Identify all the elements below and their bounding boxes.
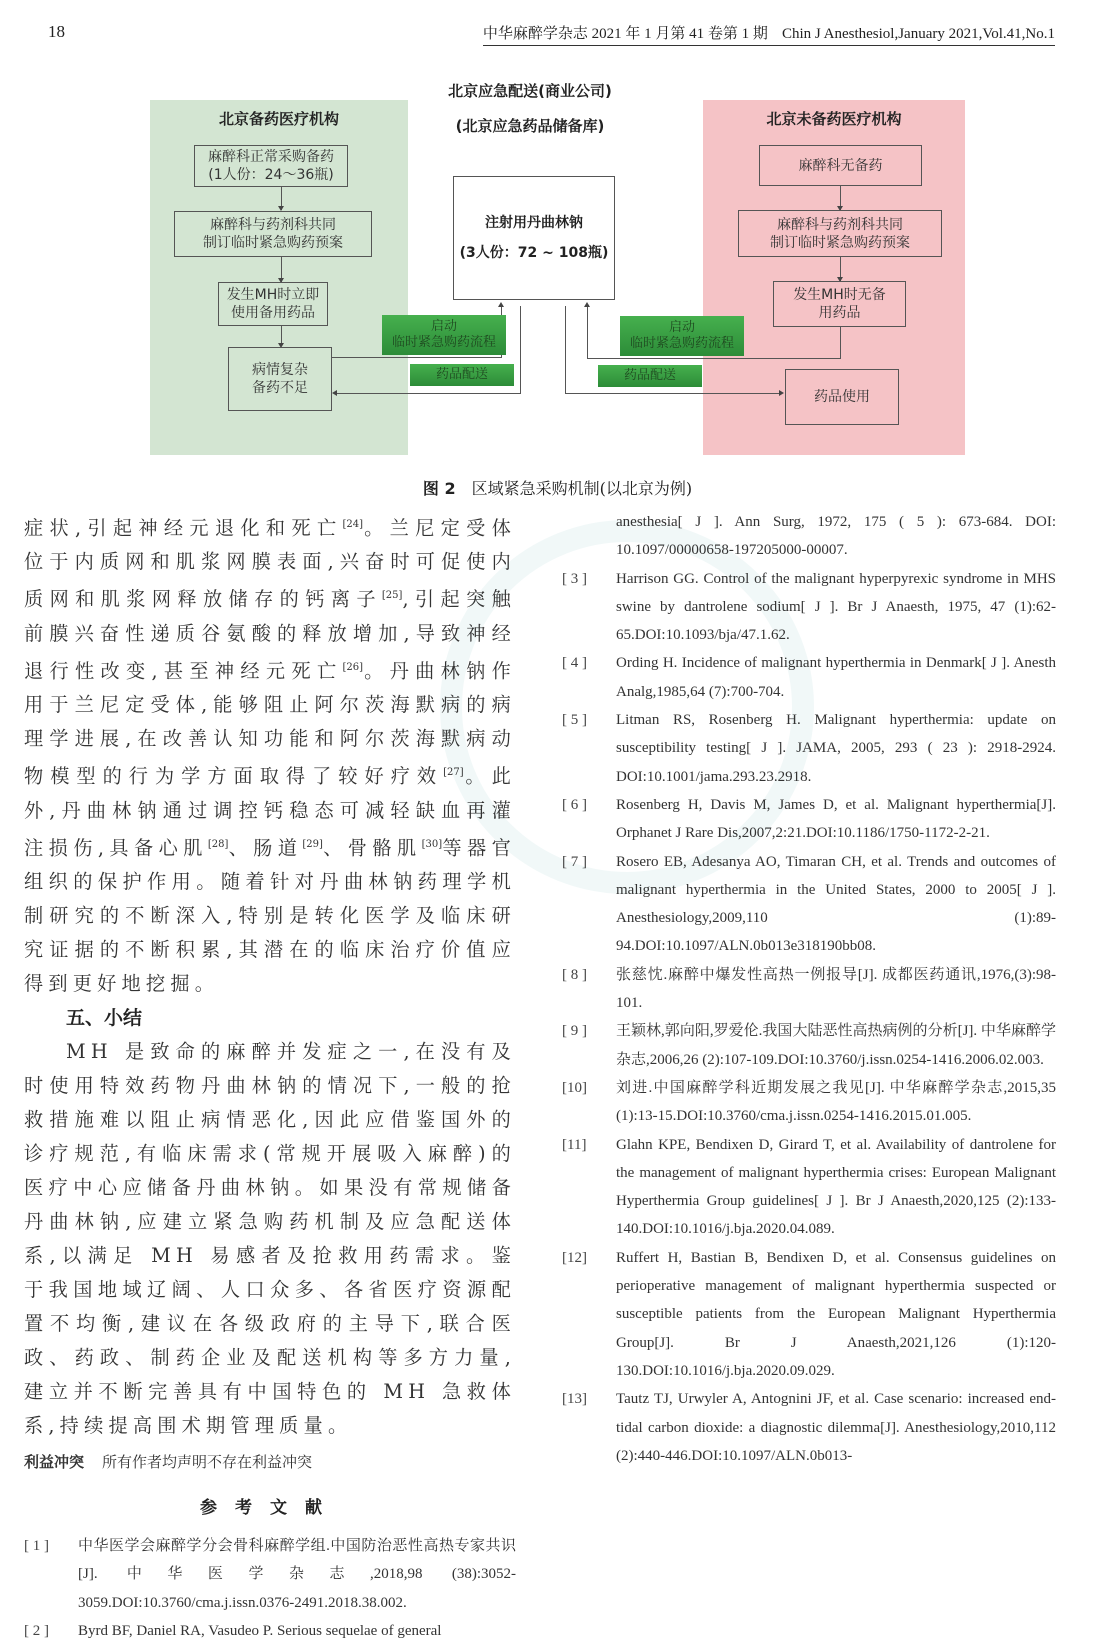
left-box3-line2: 使用备用药品 <box>231 305 315 321</box>
reference-number: [ 3 ] <box>562 570 587 587</box>
reference-text: Byrd BF, Daniel RA, Vasudeo P. Serious sequelae of general <box>78 1622 442 1639</box>
citation: [26] <box>342 661 363 673</box>
reference-item <box>562 1244 1056 1385</box>
connector <box>332 357 502 358</box>
citation: [28] <box>207 838 229 850</box>
reference-text: Ruffert H, Bastian B, Bendixen D, et al. Consensus guidelines on perioperative management of malignant hyperthermia suspected or susceptible patients from the European Malignant Hyperthermia Group[J]. Br J Anaesth,2021,126 (1):120-130.DOI:10.1016/j.bja.2020.09.029. <box>616 1249 1056 1379</box>
citation: [29] <box>302 838 323 850</box>
reference-item <box>24 1617 516 1645</box>
reference-item <box>562 1131 1056 1244</box>
connector <box>587 358 841 359</box>
left-box4-line2: 备药不足 <box>252 380 308 396</box>
left-box2-line2: 制订临时紧急购药预案 <box>203 235 343 251</box>
reference-text: Tautz TJ, Urwyler A, Antognini JF, et al. Case scenario: increased end-tidal carbon dioxide: a diagnostic dilemma[J]. Anesthesiology,2010,112 (2):440-446.DOI:10.1097/ALN.0b013- <box>616 1391 1056 1464</box>
start-label-line2: 临时紧急购药流程 <box>391 335 496 350</box>
reference-number: [ 4 ] <box>562 655 587 672</box>
left-panel-title: 北京备药医疗机构 <box>218 110 339 128</box>
reference-item <box>562 565 1056 650</box>
center-dantrolene-box <box>453 176 615 300</box>
running-header <box>483 22 1055 46</box>
right-panel-title: 北京未备药医疗机构 <box>766 110 902 128</box>
reference-text: 张慈忱.麻醉中爆发性高热一例报导[J]. 成都医药通讯,1976,(3):98-101. <box>616 966 1056 1012</box>
left-box-use-stock <box>218 282 328 326</box>
reference-number: [ 6 ] <box>562 796 587 813</box>
arrow-left-icon <box>332 390 337 396</box>
right-column <box>562 508 1056 1470</box>
body-paragraph-1: 症状,引起神经元退化和死亡[24]。兰尼定受体位于内质网和肌浆网膜表面,兴奋时可促使内质网和肌浆网释放储存的钙离子[25],引起突触前膜兴奋性递质谷氨酸的释放增加,导致神经退行性改变,甚至神经元死亡[26]。丹曲林钠作用于兰尼定受体,能够阻止阿尔茨海默病的病理学进展,在改善认知功能和阿尔茨海默病动物模型的行为学方面取得了较好疗效[27]。此外,丹曲林钠通过调控钙稳态可减轻缺血再灌注损伤,具备心肌[28]、肠道[29]、骨骼肌[30]等器官组织的保护作用。随着针对丹曲林钠药理学机制研究的不断深入,特别是转化医学及临床研究证据的不断积累,其潜在的临床治疗价值应得到更好地挖掘。 <box>24 516 516 995</box>
start-label-line1: 启动 <box>430 319 457 334</box>
center-title-line2: (北京应急药品储备库) <box>455 117 605 135</box>
reference-number: [13] <box>562 1391 587 1408</box>
reference-item <box>562 1074 1056 1131</box>
figure-2-flowchart <box>0 70 1115 470</box>
right-box4-text: 药品使用 <box>814 389 870 405</box>
coi-text: 所有作者均声明不存在利益冲突 <box>102 1452 313 1471</box>
reference-text: Ording H. Incidence of malignant hyperthermia in Denmark[ J ]. Anesth Analg,1985,64 (7):700-704. <box>616 655 1056 700</box>
body-paragraph-2: MH 是致命的麻醉并发症之一,在没有及时使用特效药物丹曲林钠的情况下,一般的抢救措施难以阻止病情恶化,因此应借鉴国外的诊疗规范,有临床需求(常规开展吸入麻醉)的医疗中心应储备丹曲林钠。如果没有常规储备丹曲林钠,应建立紧急购药机制及应急配送体系,以满足 MH 易感者及抢救用药需求。鉴于我国地域辽阔、人口众多、各省医疗资源配置不均衡,建议在各级政府的主导下,联合医政、药政、制药企业及配送机构等多方力量,建立并不断完善具有中国特色的 MH 急救体系,持续提高围术期管理质量。 <box>24 1039 516 1437</box>
reference-continuation: anesthesia[ J ]. Ann Surg, 1972, 175 ( 5 ): 673-684. DOI: 10.1097/00000658-197205000-00007. <box>616 514 1056 559</box>
arrow-up-icon <box>498 302 504 307</box>
figure-caption <box>0 476 1115 499</box>
reference-item <box>562 1385 1056 1470</box>
citation: [25] <box>381 590 403 602</box>
right-box3-line2: 用药品 <box>818 305 861 321</box>
left-box-plan <box>174 211 372 257</box>
reference-number: [ 1 ] <box>24 1537 49 1554</box>
journal-name-en: Chin J Anesthesiol,January 2021,Vol.41,No.1 <box>781 26 1055 42</box>
arrow-right-icon <box>779 390 784 396</box>
left-box1-line1: 麻醉科正常采购备药 <box>208 149 334 165</box>
reference-item <box>24 1532 516 1617</box>
reference-number: [ 7 ] <box>562 853 587 870</box>
left-box-normal-purchase <box>194 145 348 187</box>
right-box2-line1: 麻醉科与药剂科共同 <box>777 216 903 233</box>
reference-text: 中华医学会麻醉学分会骨科麻醉学组.中国防治恶性高热专家共识[J]. 中华医学杂志,2018,98 (38):3052-3059.DOI:10.3760/cma.j.issn.0376-2491.2018.38.002. <box>78 1537 516 1611</box>
reference-text: Litman RS, Rosenberg H. Malignant hyperthermia: update on susceptibility testing[ J ]. JAMA, 2005, 293 ( 23 ): 2918-2924. DOI:10.1001/jama.293.23.2918. <box>616 712 1056 785</box>
section-heading-summary: 五、小结 <box>66 1006 143 1029</box>
reference-item <box>562 706 1056 791</box>
left-column <box>24 508 516 1645</box>
reference-text: Harrison GG. Control of the malignant hyperpyrexic syndrome in MHS swine by dantrolene sodium[ J ]. Br J Anaesth, 1975, 47 (1):62-65.DOI:10.1093/bja/47.1.62. <box>616 570 1056 644</box>
reference-item <box>562 791 1056 848</box>
delivery-label-text: 药品配送 <box>623 368 676 383</box>
reference-number: [ 2 ] <box>24 1622 49 1639</box>
reference-text: 刘进.中国麻醉学科近期发展之我见[J]. 中华麻醉学杂志,2015,35 (1):13-15.DOI:10.3760/cma.j.issn.0254-1416.2015.01.005. <box>616 1079 1056 1125</box>
center-box-line2: (3人份：72 ~ 108瓶) <box>459 245 609 261</box>
figure-caption-text: 区域紧急采购机制(以北京为例) <box>471 479 693 498</box>
reference-text: 王颖林,郭向阳,罗爱伦.我国大陆恶性高热病例的分析[J]. 中华麻醉学杂志,2006,26 (2):107-109.DOI:10.3760/j.issn.0254-1416.2006.02.003. <box>616 1023 1056 1068</box>
conflict-of-interest <box>24 1447 516 1477</box>
left-box3-line1: 发生MH时立即 <box>226 287 320 303</box>
right-box-no-stock <box>759 145 922 186</box>
reference-text: Glahn KPE, Bendixen D, Girard T, et al. Availability of dantrolene for the management of malignant hyperthermia crises: European Malignant Hyperthermia Group guidelines[ J ]. Br J Anaesth,2020,125 (2):133-140.DOI:10.1016/j.bja.2020.04.089. <box>616 1136 1056 1238</box>
center-box-line1: 注射用丹曲林钠 <box>485 215 583 231</box>
right-box3-line1: 发生MH时无备 <box>793 287 886 303</box>
connector <box>565 306 566 394</box>
citation: [27] <box>443 767 464 779</box>
reference-text: Rosenberg H, Davis M, James D, et al. Malignant hyperthermia[J]. Orphanet J Rare Dis,2007,2:21.DOI:10.1186/1750-1172-2-21. <box>616 796 1056 842</box>
reference-number: [11] <box>562 1136 587 1153</box>
arrow-up-icon <box>584 302 590 307</box>
left-start-emergency-label <box>382 315 506 355</box>
citation: [30] <box>421 838 443 850</box>
left-box1-line2: (1人份：24～36瓶) <box>208 167 334 183</box>
left-box2-line1: 麻醉科与药剂科共同 <box>210 217 336 233</box>
delivery-label-text: 药品配送 <box>435 367 488 382</box>
start-label-line1: 启动 <box>668 320 695 335</box>
reference-text: Rosero EB, Adesanya AO, Timaran CH, et al. Trends and outcomes of malignant hyperthermia in the United States, 2000 to 2005[ J ]. Anesthesiology,2009,110 (1):89-94.DOI:10.1097/ALN.0b013e318190bb08. <box>616 853 1056 955</box>
coi-label: 利益冲突 <box>24 1452 85 1471</box>
reference-item <box>562 961 1056 1018</box>
right-start-emergency-label <box>620 316 744 356</box>
connector <box>565 393 779 394</box>
connector <box>587 306 588 359</box>
journal-name-cn: 中华麻醉学杂志 2021 年 1 月第 41 卷第 1 期 <box>482 26 768 42</box>
right-box-no-drug <box>773 281 906 327</box>
figure-caption-label: 图 2 <box>422 479 456 498</box>
left-box-insufficient <box>228 347 332 411</box>
right-box2-line2: 制订临时紧急购药预案 <box>770 234 910 251</box>
right-delivery-label <box>598 365 702 387</box>
page-number: 18 <box>48 22 65 41</box>
center-title-line1: 北京应急配送(商业公司) <box>448 82 612 100</box>
connector <box>520 306 521 393</box>
right-box1-text: 麻醉科无备药 <box>798 157 883 174</box>
connector <box>840 327 841 359</box>
reference-item <box>562 1017 1056 1074</box>
connector <box>337 393 521 394</box>
references-heading: 参考文献 <box>200 1497 340 1518</box>
start-label-line2: 临时紧急购药流程 <box>629 336 734 351</box>
reference-number: [ 8 ] <box>562 966 587 983</box>
reference-number: [12] <box>562 1249 587 1266</box>
reference-item <box>562 649 1056 706</box>
right-box-plan <box>738 210 942 257</box>
left-delivery-label <box>410 364 514 386</box>
right-box-drug-use <box>785 369 899 425</box>
reference-number: [10] <box>562 1079 587 1096</box>
reference-number: [ 9 ] <box>562 1023 587 1040</box>
reference-item <box>562 848 1056 961</box>
reference-number: [ 5 ] <box>562 712 587 729</box>
left-box4-line1: 病情复杂 <box>252 362 308 378</box>
citation: [24] <box>342 519 363 530</box>
